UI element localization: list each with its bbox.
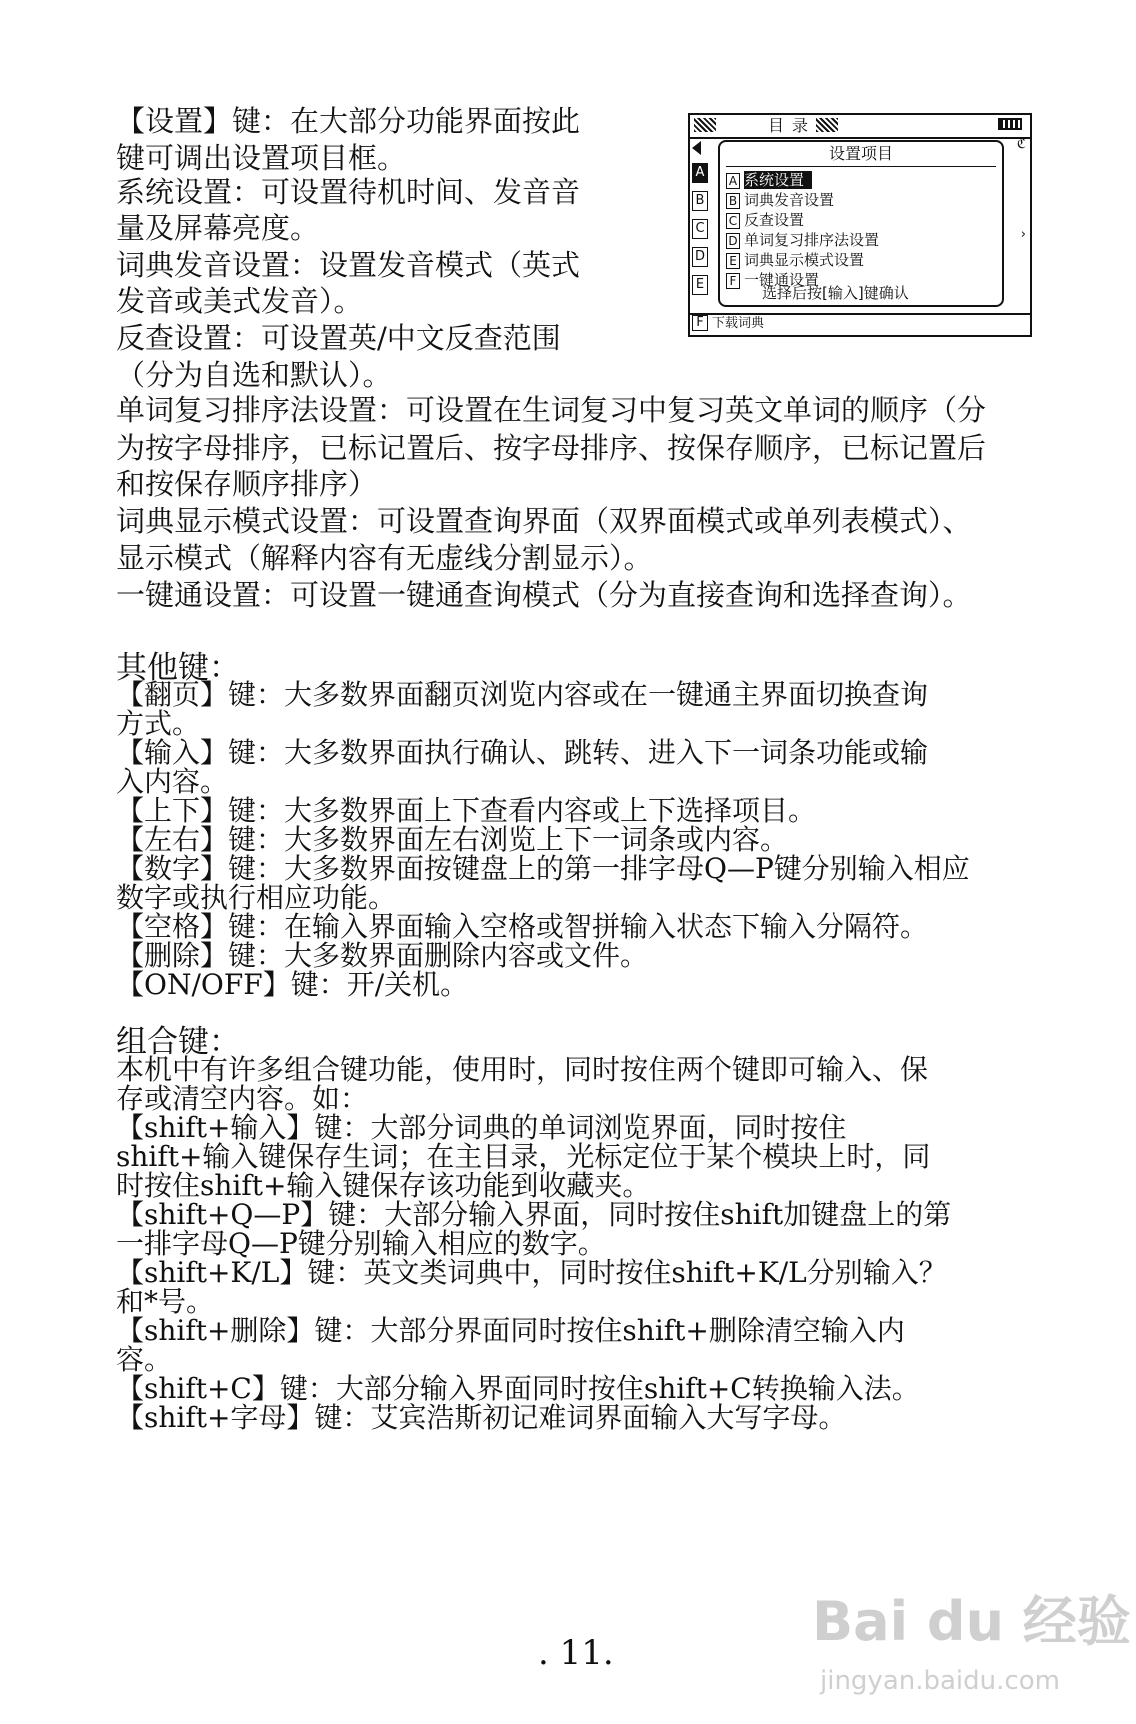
option-label: 反查设置 — [744, 211, 805, 229]
scroll-marker: ℭ — [1016, 137, 1026, 152]
text-line: 容。 — [116, 1343, 173, 1376]
text-line: 发音或美式发音）。 — [116, 284, 363, 318]
option-system-settings[interactable] — [726, 170, 812, 190]
text-line: 系统设置：可设置待机时间、发音音 — [116, 175, 581, 209]
watermark-url: jingyan.baidu.com — [820, 1666, 1060, 1696]
option-label: 词典发音设置 — [744, 191, 835, 209]
text-line: 为按字母排序，已标记置后、按字母排序、按保存顺序，已标记置后 — [116, 431, 987, 465]
text-line: 词典发音设置：设置发音模式（英式 — [116, 248, 581, 282]
watermark-logo: Bai du 经验 — [812, 1590, 1131, 1653]
side-tab[interactable]: A — [692, 163, 708, 183]
text-line: 【shift+Q—P】键：大部分输入界面，同时按住shift加键盘上的第 — [116, 1198, 952, 1231]
text-line: 方式。 — [116, 707, 201, 740]
text-line: 词典显示模式设置：可设置查询界面（双界面模式或单列表模式）、 — [116, 504, 972, 538]
side-tab[interactable]: B — [692, 191, 708, 211]
text-line: 键可调出设置项目框。 — [116, 141, 407, 175]
text-line: 【设置】键：在大部分功能界面按此 — [116, 104, 581, 138]
hatch-icon — [816, 118, 838, 132]
battery-icon — [998, 118, 1022, 130]
text-line: 【shift+输入】键：大部分词典的单词浏览界面，同时按住 — [116, 1111, 847, 1144]
screen-topbar — [690, 115, 1030, 139]
settings-dialog — [718, 140, 1004, 307]
text-line: 一排字母Q—P键分别输入相应的数字。 — [116, 1227, 606, 1260]
device-screen — [688, 113, 1032, 337]
text-line: 【翻页】键：大多数界面翻页浏览内容或在一键通主界面切换查询 — [116, 678, 929, 711]
text-line: 【ON/OFF】键：开/关机。 — [116, 968, 469, 1001]
dialog-hint: 选择后按[输入]键确认 — [762, 284, 909, 302]
section-heading: 组合键： — [116, 1024, 240, 1060]
text-line: 一键通设置：可设置一键通查询模式（分为直接查询和选择查询）。 — [116, 578, 972, 612]
text-line: 【输入】键：大多数界面执行确认、跳转、进入下一词条功能或输 — [116, 736, 929, 769]
side-tab[interactable]: F — [692, 315, 708, 331]
text-line: 【左右】键：大多数界面左右浏览上下一词条或内容。 — [116, 823, 789, 856]
text-line: 和*号。 — [116, 1285, 215, 1318]
side-tab[interactable]: D — [692, 247, 708, 267]
option-review-sort[interactable] — [726, 230, 879, 250]
text-line: 【上下】键：大多数界面上下查看内容或上下选择项目。 — [116, 794, 817, 827]
text-line: 【shift+K/L】键：英文类词典中，同时按住shift+K/L分别输入？ — [116, 1256, 947, 1289]
screen-title: 目录 — [767, 116, 816, 135]
text-line: 数字或执行相应功能。 — [116, 881, 397, 914]
text-line: 【shift+删除】键：大部分界面同时按住shift+删除清空输入内 — [116, 1314, 905, 1347]
text-line: 单词复习排序法设置：可设置在生词复习中复习英文单词的顺序（分 — [116, 393, 987, 427]
option-key: C — [726, 213, 740, 229]
page-number: . 11. — [538, 1633, 614, 1673]
option-pronunciation[interactable] — [726, 190, 834, 210]
text-line: 【数字】键：大多数界面按键盘上的第一排字母Q—P键分别输入相应 — [116, 852, 970, 885]
option-key: B — [726, 193, 740, 209]
text-line: 【shift+字母】键：艾宾浩斯初记难词界面输入大写字母。 — [116, 1401, 847, 1434]
text-line: （分为自选和默认）。 — [116, 358, 392, 392]
side-tab[interactable]: E — [692, 275, 708, 295]
dialog-title: 设置项目 — [828, 144, 893, 163]
text-line: 【删除】键：大多数界面删除内容或文件。 — [116, 939, 649, 972]
text-line: 【shift+C】键：大部分输入界面同时按住shift+C转换输入法。 — [116, 1372, 920, 1405]
text-line: 反查设置：可设置英/中文反查范围 — [116, 321, 561, 355]
screen-footer — [690, 313, 1030, 335]
option-label: 一键通设置 — [744, 271, 820, 289]
divider — [726, 166, 996, 167]
option-label: 单词复习排序法设置 — [744, 231, 880, 249]
text-line: 本机中有许多组合键功能，使用时，同时按住两个键即可输入、保 — [116, 1053, 929, 1086]
section-heading: 其他键： — [116, 650, 240, 686]
text-line: 入内容。 — [116, 765, 229, 798]
text-line: 显示模式（解释内容有无虚线分割显示）。 — [116, 541, 653, 575]
side-arrow-icon — [692, 141, 701, 155]
hatch-icon — [694, 118, 716, 132]
option-key: F — [726, 273, 740, 289]
chevron-right-icon: › — [1020, 227, 1026, 242]
text-line: 量及屏幕亮度。 — [116, 211, 320, 245]
option-reverse-lookup[interactable] — [726, 210, 804, 230]
option-key: E — [726, 253, 740, 269]
option-display-mode[interactable] — [726, 250, 864, 270]
text-line: 和按保存顺序排序） — [116, 467, 378, 501]
text-line: shift+输入键保存生词；在主目录，光标定位于某个模块上时，同 — [116, 1140, 931, 1173]
text-line: 【空格】键：在输入界面输入空格或智拼输入状态下输入分隔符。 — [116, 910, 929, 943]
text-line: 时按住shift+输入键保存该功能到收藏夹。 — [116, 1169, 651, 1202]
option-label: 词典显示模式设置 — [744, 251, 865, 269]
option-key: D — [726, 233, 740, 249]
option-key: A — [726, 173, 740, 189]
footer-text: 下载词典 — [712, 316, 765, 331]
text-line: 存或清空内容。如： — [116, 1082, 369, 1115]
option-label: 系统设置 — [744, 171, 812, 189]
side-tab[interactable]: C — [692, 219, 708, 239]
